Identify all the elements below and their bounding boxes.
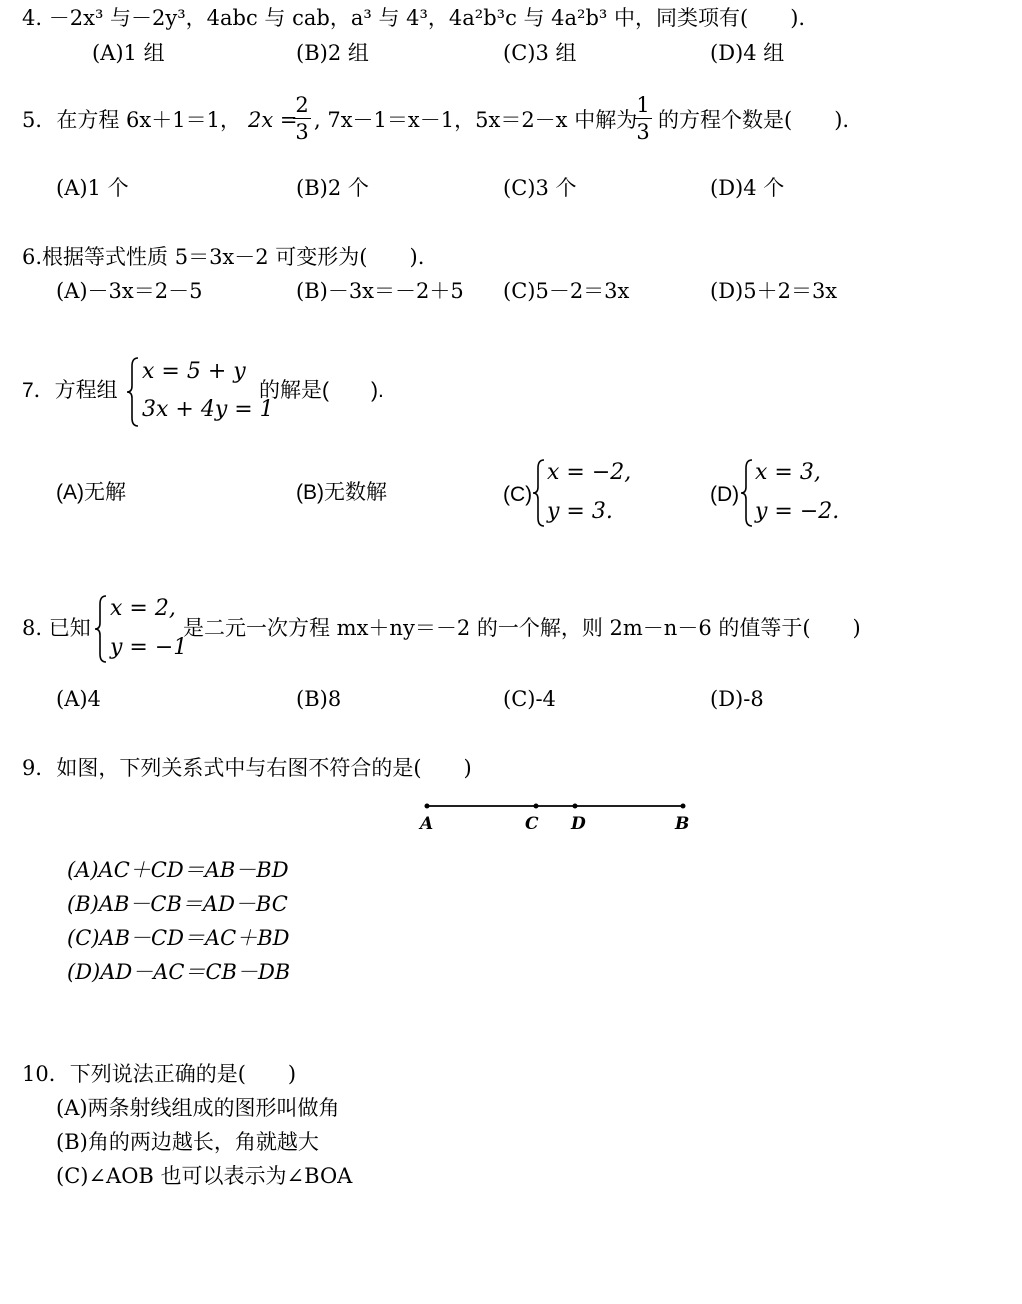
q8-option-b: (B)8 — [296, 687, 342, 711]
q8-equation-2: y = −1 — [110, 635, 188, 660]
q5-frac2-bar — [634, 118, 652, 119]
q5-number: 5． — [22, 108, 57, 132]
q7-equation-2: 3x + 4y = 1 — [142, 397, 274, 422]
q8-stem-prefix: 8. 已知 — [22, 616, 91, 640]
q9-option-d: (D)AD－AC＝CB－DB — [67, 960, 291, 984]
q7-option-d-eq2: y = −2. — [755, 499, 840, 524]
q8-equation-1: x = 2, — [110, 596, 176, 621]
q7-option-c-brace — [532, 458, 546, 528]
q7-option-d-eq1: x = 3, — [755, 460, 821, 485]
q8-stem-tail: 是二元一次方程 mx＋ny＝－2 的一个解，则 2m－n－6 的值等于( ) — [183, 616, 861, 640]
q9-option-c: (C)AB－CD＝AC＋BD — [67, 926, 290, 950]
q10-option-c: (C)∠AOB 也可以表示为∠BOA — [56, 1164, 353, 1188]
point-c-label: C — [525, 814, 539, 834]
q10-stem: 10．下列说法正确的是( ) — [22, 1062, 297, 1086]
q7-system-brace — [126, 356, 140, 428]
q7-option-c-eq2: y = 3. — [547, 499, 613, 524]
q5-frac2-denominator: 3 — [636, 120, 650, 144]
point-d-label: D — [571, 814, 586, 834]
q4-option-b: (B)2 组 — [296, 41, 369, 65]
q7-option-a: (A)无解 — [56, 481, 126, 504]
q10-option-b: (B)角的两边越长，角就越大 — [56, 1130, 319, 1154]
q4-number: 4. — [22, 6, 43, 30]
q5-frac1-denominator: 3 — [295, 120, 309, 144]
q7-option-d-brace — [740, 458, 754, 528]
q8-option-a: (A)4 — [56, 687, 101, 711]
q6-option-c: (C)5－2＝3x — [503, 279, 630, 303]
point-b-label: B — [675, 814, 690, 834]
q4-text: －2x³ 与－2y³，4abc 与 cab，a³ 与 4³，4a²b³c 与 4a²b³ 中，同类项有( ). — [48, 6, 806, 30]
q6-option-a: (A)－3x＝2－5 — [56, 279, 203, 303]
q9-segment-figure — [410, 795, 700, 835]
q7-option-c-label: (C) — [503, 483, 533, 506]
q4-option-d: (D)4 组 — [710, 41, 785, 65]
q5-frac1-numerator: 2 — [295, 93, 309, 117]
q10-option-a: (A)两条射线组成的图形叫做角 — [56, 1096, 340, 1120]
q5-option-c: (C)3 个 — [503, 176, 577, 200]
q7-stem-tail: 的解是( ). — [259, 379, 384, 402]
q7-option-b: (B)无数解 — [296, 481, 387, 504]
question-4-stem — [22, 5, 805, 31]
point-d-dot — [573, 804, 578, 809]
q4-option-c: (C)3 组 — [503, 41, 577, 65]
q5-text-b: 2x = — [248, 108, 298, 132]
q6-option-b: (B)－3x＝－2＋5 — [296, 279, 464, 303]
point-a-dot — [425, 804, 430, 809]
q5-fraction-one-third — [634, 93, 652, 144]
point-c-dot — [534, 804, 539, 809]
q7-option-c-eq1: x = −2, — [547, 460, 632, 485]
q7-option-d-label: (D) — [710, 483, 740, 506]
q6-stem: 6.根据等式性质 5＝3x－2 可变形为( ). — [22, 245, 425, 269]
q6-option-d: (D)5＋2＝3x — [710, 279, 838, 303]
q5-frac2-numerator: 1 — [636, 93, 650, 117]
q4-option-a: (A)1 组 — [92, 41, 165, 65]
q8-option-d: (D)-8 — [710, 687, 764, 711]
q7-stem-prefix: 7．方程组 — [22, 379, 118, 402]
q5-frac1-bar — [293, 118, 311, 119]
q5-text-d: 的方程个数是( ). — [658, 108, 850, 132]
q5-stem-a — [22, 107, 241, 133]
q5-text-c: , 7x－1＝x－1，5x＝2－x 中解为 — [314, 108, 638, 132]
q9-option-a: (A)AC＋CD＝AB－BD — [67, 858, 289, 882]
q5-option-a: (A)1 个 — [56, 176, 129, 200]
q5-option-b: (B)2 个 — [296, 176, 369, 200]
point-b-dot — [681, 804, 686, 809]
point-a-label: A — [420, 814, 434, 834]
q5-text-a: 在方程 6x＋1＝1， — [56, 108, 241, 132]
q8-system-brace — [94, 594, 108, 664]
q9-option-b: (B)AB－CB＝AD－BC — [67, 892, 288, 916]
q5-fraction-two-thirds — [293, 93, 311, 144]
q9-stem: 9．如图，下列关系式中与右图不符合的是( ) — [22, 756, 472, 780]
q8-option-c: (C)-4 — [503, 687, 556, 711]
q5-option-d: (D)4 个 — [710, 176, 785, 200]
q7-equation-1: x = 5 + y — [142, 359, 246, 384]
